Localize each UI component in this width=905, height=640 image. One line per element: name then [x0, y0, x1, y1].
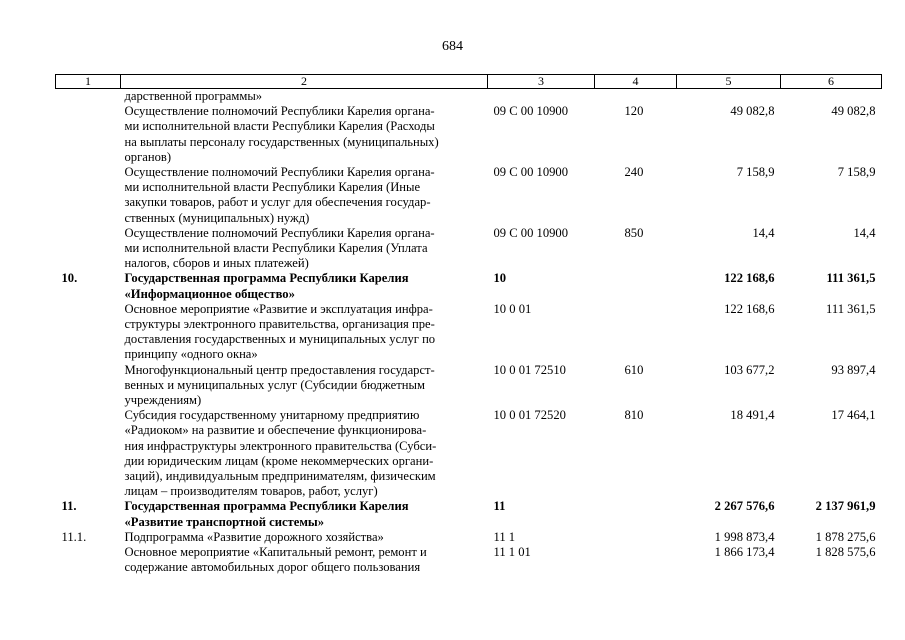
expense-group-cell: 610 — [624, 362, 644, 377]
amount-cell-col5 — [677, 89, 781, 105]
expense-group-cell: 240 — [624, 165, 644, 180]
row-number-cell — [56, 363, 121, 409]
table-row — [56, 165, 882, 226]
amount-cell-col5: 122 168,6 — [724, 301, 775, 316]
row-number-cell: 11.1. — [61, 529, 87, 544]
amount-cell-col5: 103 677,2 — [724, 362, 775, 377]
column-header: 2 — [121, 75, 488, 89]
table-body — [56, 89, 882, 576]
description-cell: Основное мероприятие «Развитие и эксплуатация инфра- структуры электронного правительства, организация пре- доставления государственных и муниципальных услуг по принципу «одного окна» — [124, 301, 436, 362]
table-row — [56, 363, 882, 409]
expense-group-cell — [595, 271, 677, 301]
description-cell: Подпрограмма «Развитие дорожного хозяйства» — [124, 529, 384, 544]
column-header: 1 — [56, 75, 121, 89]
expense-group-cell: 120 — [624, 104, 644, 119]
amount-cell-col6: 1 878 275,6 — [815, 529, 876, 544]
description-cell: Осуществление полномочий Республики Карелия органа- ми исполнительной власти Республики Карелия (Расходы на выплаты персоналу государственных (муниципальных) органов) — [124, 104, 439, 164]
row-number-cell — [56, 89, 121, 105]
target-code-cell: 10 0 01 72510 — [493, 362, 566, 377]
expense-group-cell — [595, 499, 677, 529]
table-row — [56, 408, 882, 499]
amount-cell-col5: 1 866 173,4 — [714, 545, 775, 560]
table-row — [56, 499, 882, 529]
description-cell: Многофункциональный центр предоставления государст- венных и муниципальных услуг (Субсидии бюджетным учреждениям) — [124, 362, 435, 408]
target-code-cell: 10 — [493, 271, 507, 286]
target-code-cell: 11 1 01 — [493, 545, 531, 560]
row-number-cell: 10. — [61, 271, 78, 286]
column-header: 5 — [677, 75, 781, 89]
table-row — [56, 226, 882, 272]
row-number-cell — [56, 104, 121, 165]
amount-cell-col6: 93 897,4 — [831, 362, 876, 377]
amount-cell-col6: 111 361,5 — [826, 301, 876, 316]
row-number-cell — [56, 165, 121, 226]
row-number-cell — [56, 302, 121, 363]
row-number-cell: 11. — [61, 499, 77, 514]
column-header: 3 — [488, 75, 595, 89]
row-number-cell — [56, 226, 121, 272]
target-code-cell: 09 С 00 10900 — [493, 225, 569, 240]
amount-cell-col5: 18 491,4 — [730, 408, 775, 423]
amount-cell-col6: 1 828 575,6 — [815, 545, 876, 560]
page-number: 684 — [442, 39, 463, 54]
target-code-cell: 09 С 00 10900 — [493, 165, 569, 180]
target-code-cell: 10 0 01 — [493, 301, 532, 316]
table-row — [56, 530, 882, 545]
table-row — [56, 302, 882, 363]
column-number-header-row — [56, 75, 882, 89]
description-cell: Государственная программа Республики Карелия «Развитие транспортной системы» — [124, 499, 409, 529]
table-row — [56, 89, 882, 105]
amount-cell-col5: 2 267 576,6 — [714, 499, 775, 514]
amount-cell-col6: 49 082,8 — [831, 104, 876, 119]
description-cell: Осуществление полномочий Республики Карелия органа- ми исполнительной власти Республики Карелия (Уплата налогов, сборов и иных платежей) — [124, 225, 435, 271]
amount-cell-col5: 7 158,9 — [736, 165, 775, 180]
amount-cell-col5: 1 998 873,4 — [714, 529, 775, 544]
table-row — [56, 271, 882, 301]
description-cell: Основное мероприятие «Капитальный ремонт, ремонт и содержание автомобильных дорог общего пользования — [124, 545, 427, 575]
table-row — [56, 104, 882, 165]
expense-group-cell — [595, 302, 677, 363]
amount-cell-col5: 14,4 — [752, 225, 775, 240]
description-cell: Осуществление полномочий Республики Карелия органа- ми исполнительной власти Республики Карелия (Иные закупки товаров, работ и услуг для обеспечения государ- ственных (муниципальных) нужд) — [124, 165, 435, 225]
description-cell: дарственной программы» — [124, 89, 263, 103]
expense-group-cell: 850 — [624, 225, 644, 240]
row-number-cell — [56, 545, 121, 575]
target-code-cell: 10 0 01 72520 — [493, 408, 566, 423]
column-header: 4 — [595, 75, 677, 89]
expense-group-cell — [595, 89, 677, 105]
target-code-cell: 11 — [493, 499, 506, 514]
expense-group-cell — [595, 530, 677, 545]
amount-cell-col6: 2 137 961,9 — [815, 499, 876, 514]
amount-cell-col6: 7 158,9 — [837, 165, 876, 180]
expense-group-cell: 810 — [624, 408, 644, 423]
table-row — [56, 545, 882, 575]
column-header: 6 — [781, 75, 882, 89]
amount-cell-col6: 111 361,5 — [826, 271, 876, 286]
expense-group-cell — [595, 545, 677, 575]
description-cell: Государственная программа Республики Карелия «Информационное общество» — [124, 271, 409, 301]
amount-cell-col6 — [781, 89, 882, 105]
amount-cell-col5: 49 082,8 — [730, 104, 775, 119]
description-cell: Субсидия государственному унитарному предприятию «Радиоком» на развитие и обеспечение функционирова- ния инфраструктуры электронного правительства (Субси- дии юридическим лицам (кроме некоммерческих органи- заций), индивидуальным предпринимателям, физическим лицам – производителям товаров, работ, услуг) — [124, 408, 437, 499]
row-number-cell — [56, 408, 121, 499]
target-code-cell: 09 С 00 10900 — [493, 104, 569, 119]
amount-cell-col6: 17 464,1 — [831, 408, 876, 423]
target-code-cell: 11 1 — [493, 529, 516, 544]
amount-cell-col5: 122 168,6 — [724, 271, 775, 286]
target-code-cell — [488, 89, 595, 105]
budget-table — [55, 74, 882, 576]
amount-cell-col6: 14,4 — [853, 225, 876, 240]
